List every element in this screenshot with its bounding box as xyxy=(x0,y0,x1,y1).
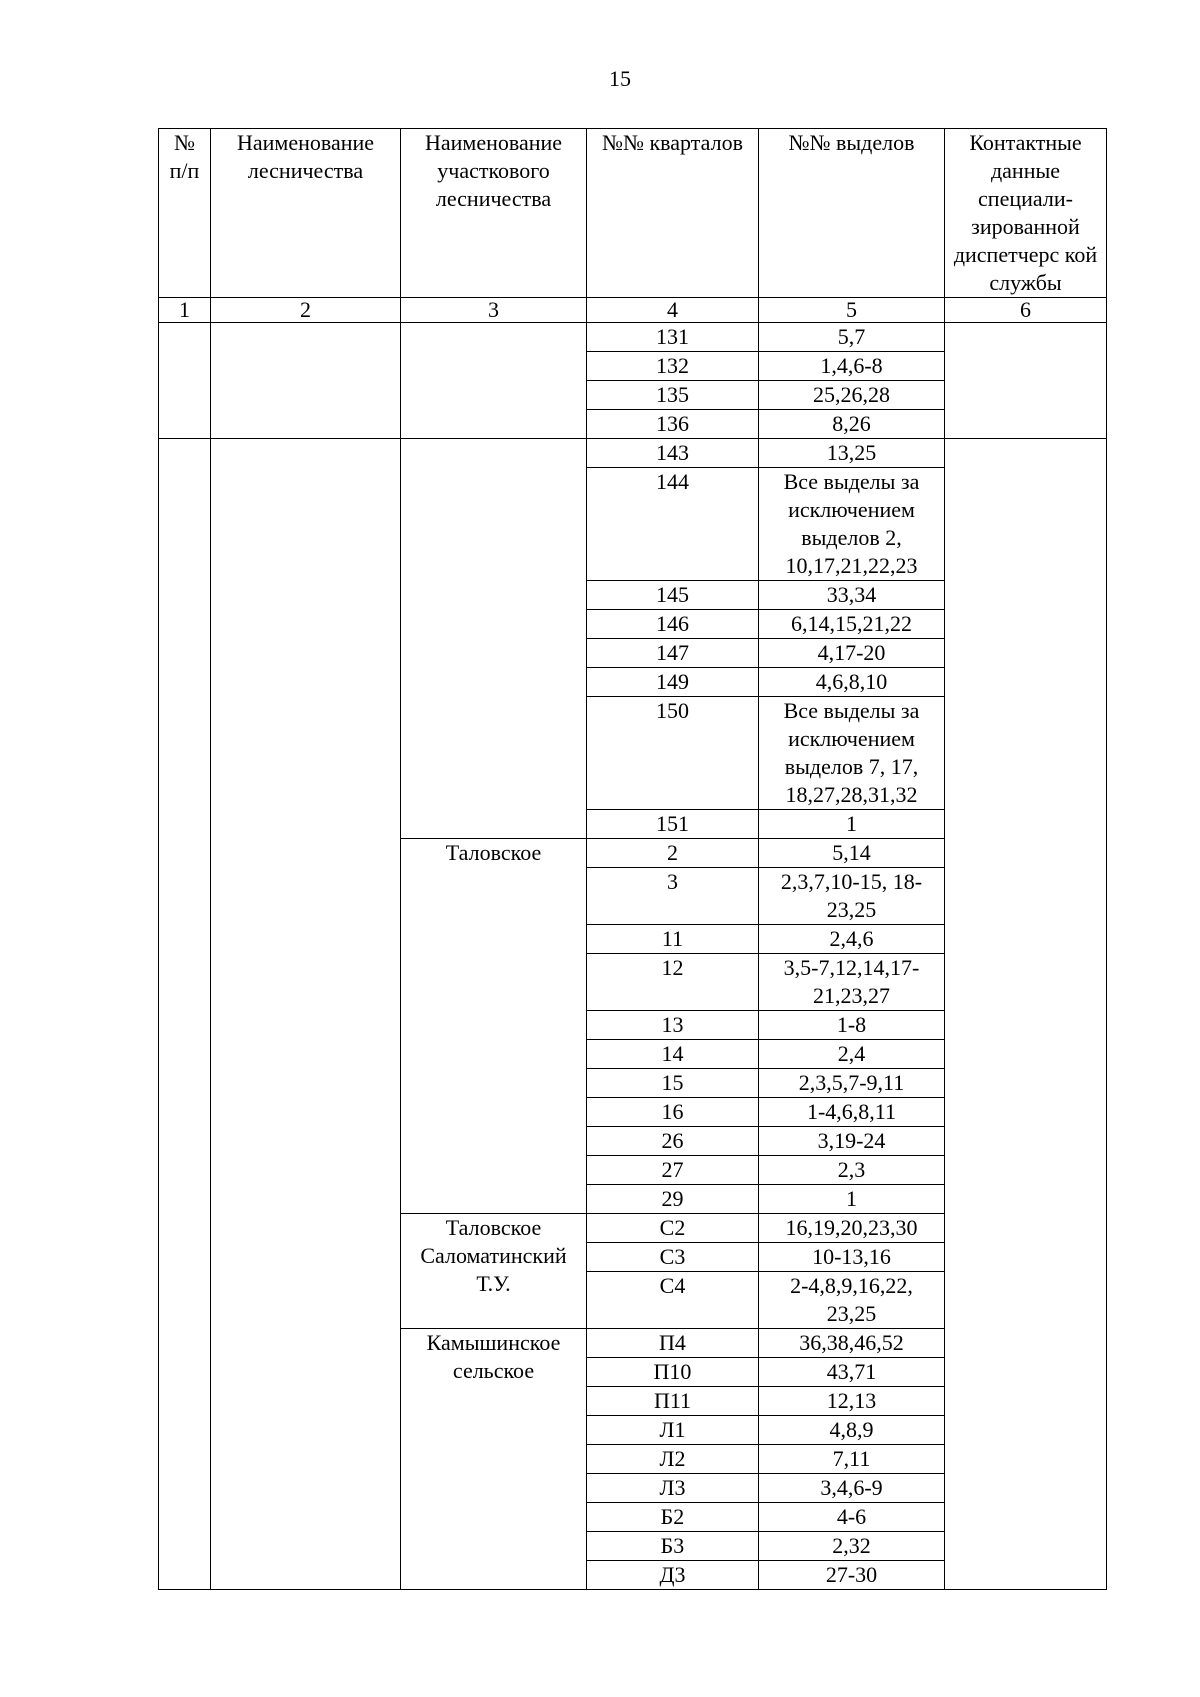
vydely-cell: 2,4,6 xyxy=(759,925,945,954)
vydely-cell: 2-4,8,9,16,22, 23,25 xyxy=(759,1272,945,1329)
table-row xyxy=(159,323,1107,352)
vydely-cell: 25,26,28 xyxy=(759,381,945,410)
column-number: 6 xyxy=(945,298,1107,323)
vydely-cell: 1 xyxy=(759,1185,945,1214)
lesnichestvo-cell xyxy=(211,323,401,439)
header-row xyxy=(159,129,1107,298)
uchastok-talovskoe: Таловское xyxy=(401,839,587,1214)
vydely-cell: 4,8,9 xyxy=(759,1416,945,1445)
contacts-cell xyxy=(945,439,1107,1590)
vydely-cell: 2,3,5,7-9,11 xyxy=(759,1069,945,1098)
kvartal-cell: 132 xyxy=(587,352,759,381)
np-cell xyxy=(159,323,211,439)
header-cell: №№ кварталов xyxy=(587,129,759,298)
vydely-cell: 33,34 xyxy=(759,581,945,610)
kvartal-cell: 147 xyxy=(587,639,759,668)
kvartal-cell: 143 xyxy=(587,439,759,468)
vydely-cell: 36,38,46,52 xyxy=(759,1329,945,1358)
vydely-cell: 7,11 xyxy=(759,1445,945,1474)
vydely-cell: 13,25 xyxy=(759,439,945,468)
vydely-cell: 6,14,15,21,22 xyxy=(759,610,945,639)
vydely-cell: 10-13,16 xyxy=(759,1243,945,1272)
kvartal-cell: 136 xyxy=(587,410,759,439)
kvartal-cell: 131 xyxy=(587,323,759,352)
vydely-cell: 8,26 xyxy=(759,410,945,439)
kvartal-cell: 2 xyxy=(587,839,759,868)
column-number-row xyxy=(159,298,1107,323)
kvartal-cell: 16 xyxy=(587,1098,759,1127)
vydely-cell: Все выделы за исключением выделов 7, 17, 18,27,28,31,32 xyxy=(759,697,945,810)
kvartal-cell: С3 xyxy=(587,1243,759,1272)
vydely-cell: 27-30 xyxy=(759,1561,945,1590)
uchastok-cell xyxy=(401,439,587,839)
kvartal-cell: 3 xyxy=(587,868,759,925)
header-cell: №№ выделов xyxy=(759,129,945,298)
kvartal-cell: 151 xyxy=(587,810,759,839)
header-cell: Наименование участкового лесничества xyxy=(401,129,587,298)
kvartal-cell: 14 xyxy=(587,1040,759,1069)
kvartal-cell: С2 xyxy=(587,1214,759,1243)
vydely-cell: 3,4,6-9 xyxy=(759,1474,945,1503)
kvartal-cell: 144 xyxy=(587,468,759,581)
kvartal-cell: 11 xyxy=(587,925,759,954)
kvartal-cell: 146 xyxy=(587,610,759,639)
kvartal-cell: 13 xyxy=(587,1011,759,1040)
vydely-cell: 4-6 xyxy=(759,1503,945,1532)
np-cell xyxy=(159,439,211,1590)
kvartal-cell: 149 xyxy=(587,668,759,697)
vydely-cell: 16,19,20,23,30 xyxy=(759,1214,945,1243)
vydely-cell: 5,14 xyxy=(759,839,945,868)
page-number: 15 xyxy=(609,66,631,91)
kvartal-cell: 12 xyxy=(587,954,759,1011)
lesnichestvo-cell xyxy=(211,439,401,1590)
kvartal-cell: Б2 xyxy=(587,1503,759,1532)
kvartal-cell: Б3 xyxy=(587,1532,759,1561)
vydely-cell: 2,32 xyxy=(759,1532,945,1561)
column-number: 1 xyxy=(159,298,211,323)
header-cell: Наименование лесничества xyxy=(211,129,401,298)
kvartal-cell: 15 xyxy=(587,1069,759,1098)
vydely-cell: 1-4,6,8,11 xyxy=(759,1098,945,1127)
uchastok-kamyshinskoe: Камышинское сельское xyxy=(401,1329,587,1590)
kvartal-cell: П4 xyxy=(587,1329,759,1358)
vydely-cell: 43,71 xyxy=(759,1358,945,1387)
vydely-cell: 12,13 xyxy=(759,1387,945,1416)
vydely-cell: 3,19-24 xyxy=(759,1127,945,1156)
kvartal-cell: С4 xyxy=(587,1272,759,1329)
vydely-cell: 1 xyxy=(759,810,945,839)
column-number: 3 xyxy=(401,298,587,323)
uchastok-cell xyxy=(401,323,587,439)
column-number: 2 xyxy=(211,298,401,323)
vydely-cell: 3,5-7,12,14,17-21,23,27 xyxy=(759,954,945,1011)
vydely-cell: 1,4,6-8 xyxy=(759,352,945,381)
contacts-cell xyxy=(945,323,1107,439)
header-cell: Контактные данные специали-зированной диспетчерс кой службы xyxy=(945,129,1107,298)
table-body xyxy=(159,323,1107,1590)
kvartal-cell: Л3 xyxy=(587,1474,759,1503)
kvartal-cell: 29 xyxy=(587,1185,759,1214)
kvartal-cell: П10 xyxy=(587,1358,759,1387)
vydely-cell: 2,3,7,10-15, 18-23,25 xyxy=(759,868,945,925)
vydely-cell: 2,3 xyxy=(759,1156,945,1185)
vydely-cell: 2,4 xyxy=(759,1040,945,1069)
kvartal-cell: Л1 xyxy=(587,1416,759,1445)
vydely-cell: 1-8 xyxy=(759,1011,945,1040)
vydely-cell: 4,6,8,10 xyxy=(759,668,945,697)
table-row xyxy=(159,439,1107,468)
header-cell: № п/п xyxy=(159,129,211,298)
kvartal-cell: 145 xyxy=(587,581,759,610)
kvartal-cell: П11 xyxy=(587,1387,759,1416)
kvartal-cell: 135 xyxy=(587,381,759,410)
vydely-cell: 4,17-20 xyxy=(759,639,945,668)
forest-table xyxy=(158,128,1107,1590)
kvartal-cell: 26 xyxy=(587,1127,759,1156)
vydely-cell: Все выделы за исключением выделов 2, 10,17,21,22,23 xyxy=(759,468,945,581)
column-number: 5 xyxy=(759,298,945,323)
kvartal-cell: 150 xyxy=(587,697,759,810)
uchastok-salomatinsky: Таловское Саломатинский Т.У. xyxy=(401,1214,587,1329)
kvartal-cell: Л2 xyxy=(587,1445,759,1474)
column-number: 4 xyxy=(587,298,759,323)
kvartal-cell: 27 xyxy=(587,1156,759,1185)
vydely-cell: 5,7 xyxy=(759,323,945,352)
kvartal-cell: Д3 xyxy=(587,1561,759,1590)
